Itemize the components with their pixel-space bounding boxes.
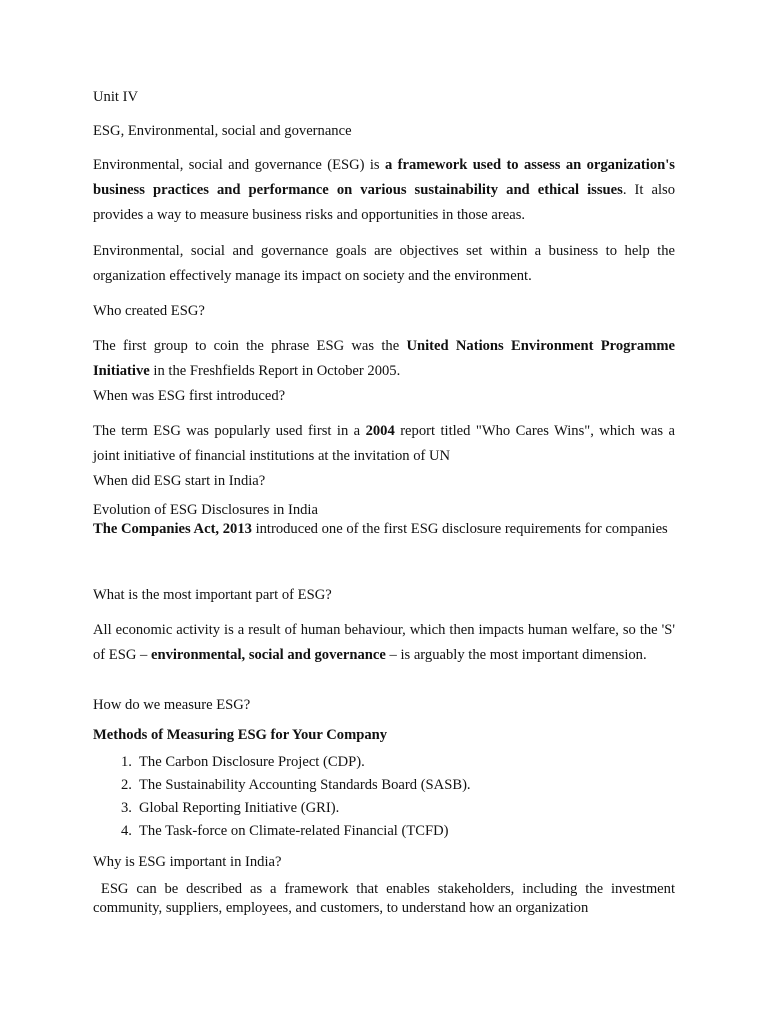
bold-text-run: a framework used to assess an organization's business practices and performance on various sustainability and ethical issues (93, 157, 675, 198)
list-number: 4. (121, 823, 132, 839)
list-item-text: Global Reporting Initiative (GRI). (139, 800, 340, 816)
text-run: report titled "Who Cares Wins", which was a joint initiative of financial institutions at the invitation of UN (93, 423, 675, 464)
bold-text-run: The Companies Act, 2013 (93, 521, 252, 537)
question-india-start: When did ESG start in India? (93, 473, 266, 489)
text-run: – is arguably the most important dimension. (385, 647, 647, 663)
text-run: in the Freshfields Report in October 2005. (149, 363, 401, 379)
question-most-important: What is the most important part of ESG? (93, 587, 332, 603)
paragraph-why-india: ESG can be described as a framework that enables stakeholders, including the investment community, suppliers, employees, and customers, to understand how an organization (93, 881, 679, 916)
bold-text-run: United Nations Environment Programme Initiative (93, 338, 675, 379)
list-item-text: The Task-force on Climate-related Financial (TCFD) (139, 823, 449, 839)
list-item (93, 751, 675, 774)
paragraph-who-created (93, 334, 675, 384)
list-item (93, 797, 675, 820)
list-item-text: The Sustainability Accounting Standards Board (SASB). (139, 777, 471, 793)
unit-title: Unit IV (93, 89, 138, 105)
question-first-introduced: When was ESG first introduced? (93, 388, 286, 404)
paragraph-most-important (93, 618, 675, 668)
question-measure: How do we measure ESG? (93, 697, 251, 713)
evolution-heading: Evolution of ESG Disclosures in India (93, 502, 318, 518)
list-item-text: The Carbon Disclosure Project (CDP). (139, 754, 365, 770)
question-why-india: Why is ESG important in India? (93, 854, 282, 870)
list-number: 3. (121, 800, 132, 816)
bold-text-run: 2004 (365, 423, 395, 439)
list-item (93, 820, 675, 843)
list-item (93, 774, 675, 797)
paragraph-companies-act (93, 520, 675, 539)
paragraph-esg-goals: Environmental, social and governance goals are objectives set within a business to help the organization effectively manage its impact on society and the environment. (93, 243, 675, 284)
text-run: Environmental, social and governance (ESG) is (93, 157, 385, 173)
paragraph-first-introduced (93, 419, 675, 469)
methods-heading: Methods of Measuring ESG for Your Company (93, 727, 388, 743)
text-run: All economic activity is a result of human behaviour, which then impacts human welfare, so the 'S' of ESG – (93, 622, 675, 663)
question-who-created: Who created ESG? (93, 303, 205, 319)
list-number: 1. (121, 754, 132, 770)
paragraph-esg-definition (93, 153, 675, 228)
list-number: 2. (121, 777, 132, 793)
text-run: The first group to coin the phrase ESG was the (93, 338, 407, 354)
page-heading: ESG, Environmental, social and governance (93, 123, 352, 139)
bold-text-run: environmental, social and governance (150, 647, 386, 663)
text-run: introduced one of the first ESG disclosure requirements for companies (251, 521, 668, 537)
methods-list (93, 751, 675, 843)
text-run: The term ESG was popularly used first in a (93, 423, 366, 439)
text-run: . It also provides a way to measure business risks and opportunities in those areas. (93, 182, 675, 223)
